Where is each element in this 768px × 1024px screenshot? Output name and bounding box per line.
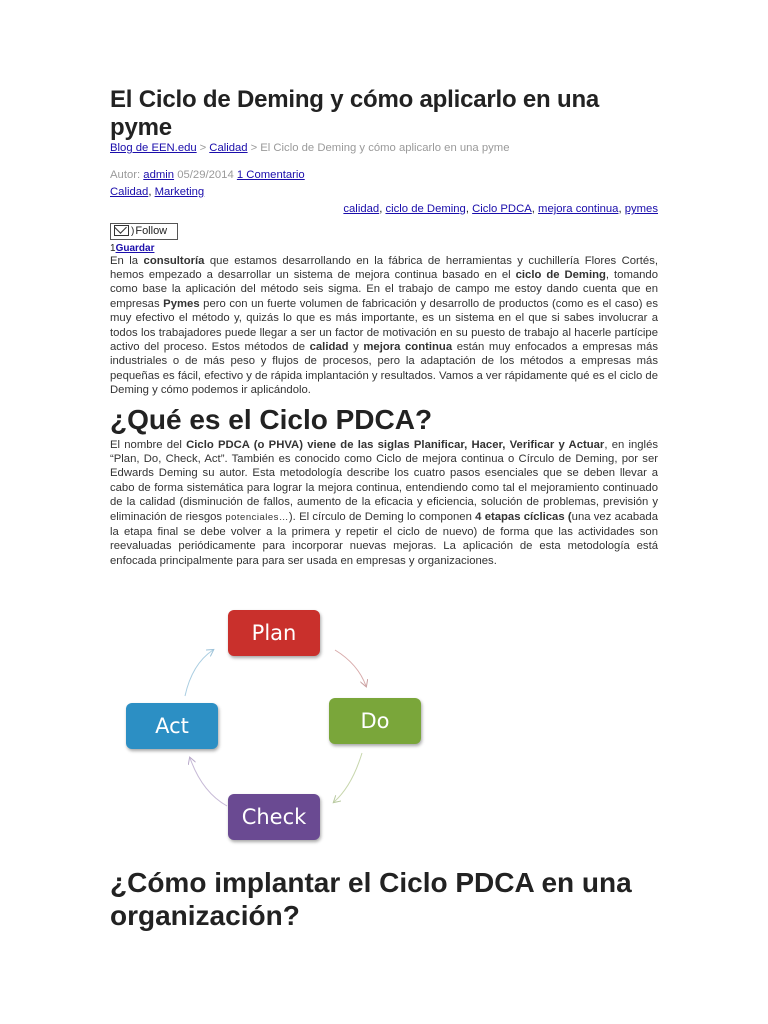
section-heading: ¿Qué es el Ciclo PDCA?: [110, 403, 433, 435]
pdca-paragraph: El nombre del Ciclo PDCA (o PHVA) viene de las siglas Planificar, Hacer, Verificar y Actuar, en inglés “Plan, Do, Check, Act”. También es conocido como Ciclo de mejora continua o Círculo de Deming, por ser Edwards Deming su autor. Esta metodología describe los cuatro pasos esenciales que se deben llevar a cabo de forma sistemática para lograr la mejora continua, entendiendo como tal el mejoramiento continuado de la calidad (disminución de fallos, aumento de la eficacia y eficiencia, solución de problemas, previsión y eliminación de riesgos potenciales…). El círculo de Deming lo componen 4 etapas cíclicas (una vez acabada la etapa final se debe volver a la primera y repetir el ciclo de nuevo) de forma que las actividades son reevaluadas periódicamente para incorporar nuevas mejoras. La aplicación de esta metodología está enfocada principalmente para para ser usada en empresas y organizaciones.: [110, 438, 658, 567]
act-box: [126, 703, 218, 749]
tag-link[interactable]: Ciclo PDCA: [472, 203, 532, 215]
check-box: [228, 794, 320, 840]
article: [110, 86, 658, 568]
tag-link[interactable]: calidad: [343, 203, 380, 215]
do-label: Do: [360, 709, 390, 733]
breadcrumb-current: El Ciclo de Deming y cómo aplicarlo en una pyme: [260, 142, 510, 154]
plan-box: [228, 610, 320, 656]
categories: Calidad, Marketing: [110, 186, 205, 198]
category-link[interactable]: Calidad: [110, 186, 149, 198]
comments-link[interactable]: 1 Comentario: [236, 169, 305, 181]
arrow-plan-do: [335, 650, 366, 686]
plan-label: Plan: [251, 621, 297, 645]
tag-link[interactable]: pymes: [624, 203, 658, 215]
save-widget: [110, 243, 658, 254]
envelope-icon: [114, 225, 129, 236]
tag-link[interactable]: mejora continua: [538, 203, 619, 215]
check-label: Check: [241, 805, 307, 829]
arrow-act-plan: [185, 650, 213, 696]
pdca-diagram: [110, 598, 450, 848]
do-box: [329, 698, 421, 744]
section-heading-2: ¿Cómo implantar el Ciclo PDCA en una organización?: [110, 867, 632, 931]
author-prefix: Autor:: [110, 169, 141, 181]
category-link[interactable]: Marketing: [154, 186, 205, 198]
arrow-check-act: [190, 758, 227, 806]
breadcrumb-separator: >: [250, 142, 258, 154]
breadcrumb-home-link[interactable]: Blog de EEN.edu: [110, 142, 197, 154]
intro-paragraph: En la consultoría que estamos desarrollando en la fábrica de herramientas y cuchillería Flores Cortés, hemos empezado a desarrollar un sistema de mejora continua basado en el ciclo de Deming, tomando como base la aplicación del método seis sigma. En el trabajo de campo me estoy dando cuenta que en empresas Pymes pero con un fuerte volumen de fabricación y desarrollo de productos (como es el caso) es muy efectivo el método y, quizás lo que es más importante, es un sistema en el que si sabes involucrar a todos los trabajadores puede llegar a ser un factor de motivación en su puesto de trabajo al hacerle partícipe activo del proceso. Estos métodos de calidad y mejora continua están muy enfocados a empresas más industriales o de más peso y flujos de procesos, pero la adaptación de los métodos a empresas más pequeñas es fácil, efectivo y de rápida implantación y resultados. Vamos a ver rápidamente qué es el ciclo de Deming y cómo podemos ir aplicándolo.: [110, 254, 658, 397]
tag-link[interactable]: ciclo de Deming: [385, 203, 466, 215]
post-date: 05/29/2014: [177, 169, 234, 181]
save-count: 1: [110, 242, 116, 254]
breadcrumb: [110, 142, 658, 154]
breadcrumb-category-link[interactable]: Calidad: [209, 142, 248, 154]
rss-icon: ): [131, 225, 135, 237]
author-link[interactable]: admin: [143, 169, 175, 181]
tags: calidad, ciclo de Deming, Ciclo PDCA, mejora continua, pymes: [343, 203, 658, 215]
post-meta: [110, 169, 658, 181]
arrow-do-check: [334, 753, 362, 802]
page-title: El Ciclo de Deming y cómo aplicarlo en una pyme: [110, 86, 600, 141]
follow-button[interactable]: [110, 223, 178, 240]
breadcrumb-separator: >: [199, 142, 207, 154]
save-link[interactable]: Guardar: [115, 242, 155, 254]
follow-label: Follow: [135, 225, 168, 237]
act-label: Act: [155, 714, 189, 738]
